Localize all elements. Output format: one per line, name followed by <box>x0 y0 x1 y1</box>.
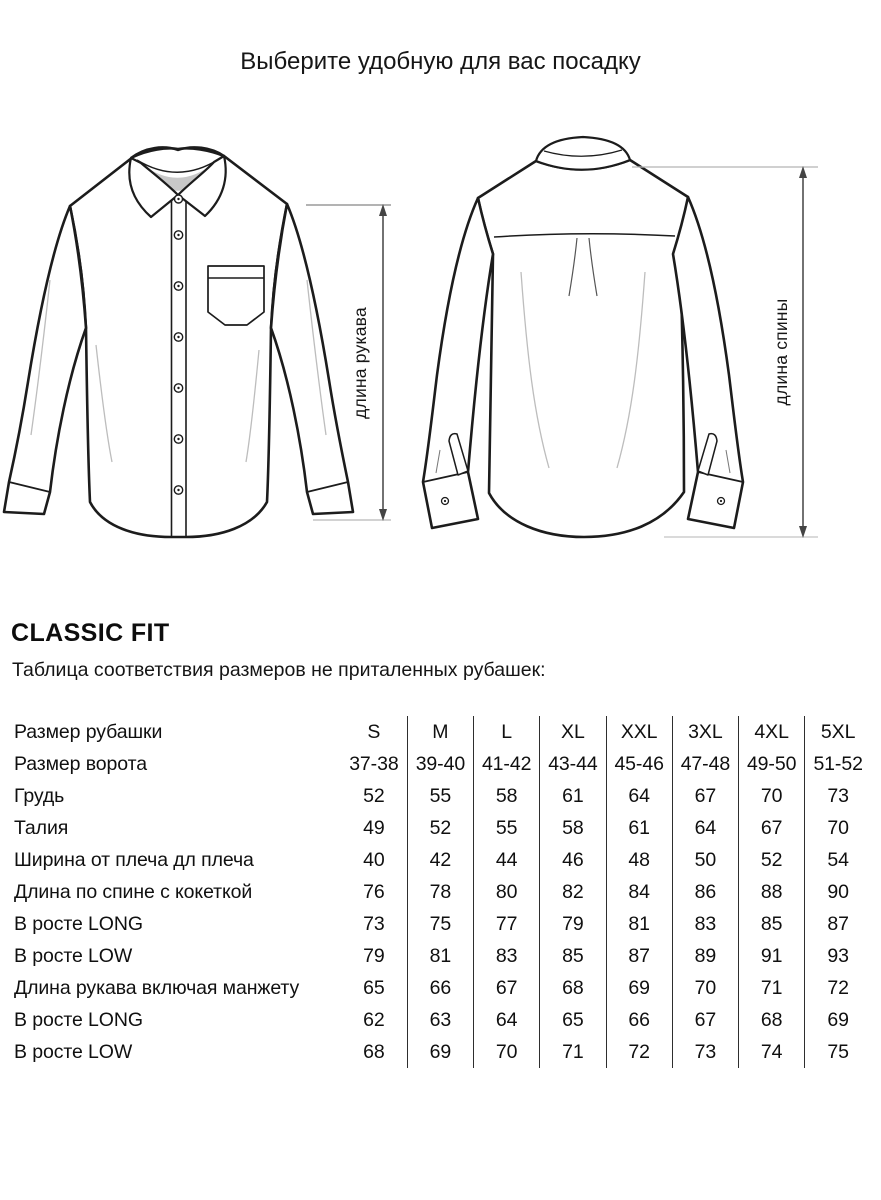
size-cell: 39-40 <box>407 748 473 780</box>
size-cell: 81 <box>407 940 473 972</box>
size-cell: 64 <box>672 812 738 844</box>
size-cell: 45-46 <box>606 748 672 780</box>
size-cell: 80 <box>474 876 540 908</box>
arrowhead-up <box>379 204 387 216</box>
size-cell: 86 <box>672 876 738 908</box>
size-cell: 65 <box>363 976 385 999</box>
page-title: Выберите удобную для вас посадку <box>240 48 641 75</box>
size-cell: 52 <box>739 844 805 876</box>
size-cell: 73 <box>363 912 385 935</box>
size-cell: 73 <box>805 780 871 812</box>
arrowhead-down <box>379 509 387 521</box>
size-cell: 68 <box>540 972 606 1004</box>
size-cell: 85 <box>739 908 805 940</box>
size-cell: 54 <box>805 844 871 876</box>
table-row <box>14 1036 871 1068</box>
size-cell: 72 <box>606 1036 672 1068</box>
size-cell: 52 <box>407 812 473 844</box>
row-label: Ширина от плеча дл плеча <box>14 848 254 871</box>
size-cell: 55 <box>407 780 473 812</box>
size-cell: 83 <box>672 908 738 940</box>
size-cell: 79 <box>363 944 385 967</box>
size-cell: S <box>367 720 381 743</box>
size-cell: 70 <box>672 972 738 1004</box>
size-cell: 78 <box>407 876 473 908</box>
sleeve-length-label: длина рукава <box>350 307 370 419</box>
size-cell: 69 <box>407 1036 473 1068</box>
table-row <box>14 972 871 1004</box>
size-cell: 75 <box>407 908 473 940</box>
size-cell: 47-48 <box>672 748 738 780</box>
size-cell: 83 <box>474 940 540 972</box>
size-cell: 67 <box>672 1004 738 1036</box>
size-cell: 84 <box>606 876 672 908</box>
size-cell: 55 <box>474 812 540 844</box>
size-cell: XXL <box>606 716 672 748</box>
size-cell: 42 <box>407 844 473 876</box>
size-cell: 71 <box>739 972 805 1004</box>
size-cell: 82 <box>540 876 606 908</box>
size-cell: 70 <box>805 812 871 844</box>
size-cell: 77 <box>474 908 540 940</box>
size-cell: 87 <box>606 940 672 972</box>
size-cell: 49-50 <box>739 748 805 780</box>
classic-fit-heading: CLASSIC FIT <box>11 619 170 647</box>
chest-pocket <box>208 266 264 325</box>
size-cell: 73 <box>672 1036 738 1068</box>
shirt-front-drawing <box>4 147 353 537</box>
table-row <box>14 908 871 940</box>
size-cell: 70 <box>739 780 805 812</box>
size-cell: 67 <box>739 812 805 844</box>
size-cell: 48 <box>606 844 672 876</box>
size-cell: 85 <box>540 940 606 972</box>
size-cell: 64 <box>606 780 672 812</box>
size-cell: 51-52 <box>805 748 871 780</box>
table-row <box>14 876 871 908</box>
size-cell: 87 <box>805 908 871 940</box>
size-cell: 52 <box>363 784 385 807</box>
size-cell: 61 <box>606 812 672 844</box>
size-cell: 75 <box>805 1036 871 1068</box>
size-cell: 79 <box>540 908 606 940</box>
size-cell: 66 <box>407 972 473 1004</box>
size-cell: 91 <box>739 940 805 972</box>
shirt-drawings <box>0 120 881 565</box>
table-row <box>14 780 871 812</box>
size-cell: M <box>407 716 473 748</box>
size-cell: L <box>474 716 540 748</box>
size-cell: 69 <box>805 1004 871 1036</box>
size-cell: 90 <box>805 876 871 908</box>
size-table-body <box>14 716 871 1068</box>
size-cell: 72 <box>805 972 871 1004</box>
size-cell: 37-38 <box>349 752 399 775</box>
size-cell: 66 <box>606 1004 672 1036</box>
size-cell: 40 <box>363 848 385 871</box>
size-cell: 93 <box>805 940 871 972</box>
size-cell: 64 <box>474 1004 540 1036</box>
table-row <box>14 748 871 780</box>
size-cell: 46 <box>540 844 606 876</box>
size-cell: 58 <box>540 812 606 844</box>
size-cell: 71 <box>540 1036 606 1068</box>
table-row <box>14 812 871 844</box>
size-cell: 49 <box>363 816 385 839</box>
row-label: В росте LOW <box>14 1040 133 1063</box>
size-cell: 3XL <box>672 716 738 748</box>
size-cell: 74 <box>739 1036 805 1068</box>
size-cell: 61 <box>540 780 606 812</box>
size-cell: 63 <box>407 1004 473 1036</box>
size-cell: 4XL <box>739 716 805 748</box>
size-cell: 65 <box>540 1004 606 1036</box>
size-cell: 67 <box>672 780 738 812</box>
size-cell: 41-42 <box>474 748 540 780</box>
size-cell: 81 <box>606 908 672 940</box>
row-label: Грудь <box>14 784 65 807</box>
size-cell: 89 <box>672 940 738 972</box>
table-row <box>14 1004 871 1036</box>
arrowhead-down <box>799 526 807 538</box>
row-label: Размер ворота <box>14 752 147 775</box>
size-cell: XL <box>540 716 606 748</box>
row-label: Размер рубашки <box>14 720 163 743</box>
size-cell: 50 <box>672 844 738 876</box>
size-cell: 67 <box>474 972 540 1004</box>
arrowhead-up <box>799 166 807 178</box>
table-subtitle: Таблица соответствия размеров не приталенных рубашек: <box>12 659 546 681</box>
back-length-label: длина спины <box>771 298 791 406</box>
size-cell: 58 <box>474 780 540 812</box>
table-row <box>14 940 871 972</box>
size-table <box>14 716 871 1068</box>
row-label: Длина по спине с кокеткой <box>14 880 253 903</box>
size-cell: 5XL <box>805 716 871 748</box>
table-row <box>14 716 871 748</box>
row-label: В росте LONG <box>14 912 143 935</box>
size-cell: 43-44 <box>540 748 606 780</box>
size-cell: 76 <box>363 880 385 903</box>
size-cell: 68 <box>739 1004 805 1036</box>
row-label: Талия <box>14 816 69 839</box>
size-cell: 69 <box>606 972 672 1004</box>
row-label: В росте LOW <box>14 944 133 967</box>
row-label: В росте LONG <box>14 1008 143 1031</box>
size-cell: 88 <box>739 876 805 908</box>
size-cell: 68 <box>363 1040 385 1063</box>
shirt-back-drawing <box>423 137 743 537</box>
size-cell: 70 <box>474 1036 540 1068</box>
row-label: Длина рукава включая манжету <box>14 976 300 999</box>
size-cell: 44 <box>474 844 540 876</box>
size-cell: 62 <box>363 1008 385 1031</box>
table-row <box>14 844 871 876</box>
